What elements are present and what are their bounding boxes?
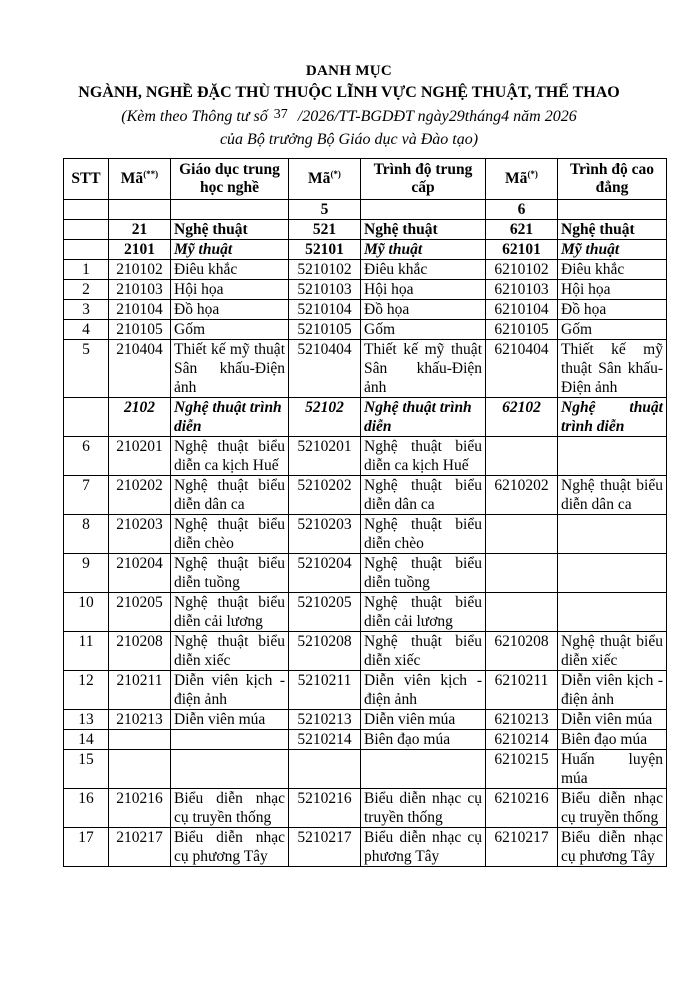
empty-cell	[171, 200, 289, 220]
col-header-code5	[289, 159, 361, 200]
row-code6	[486, 437, 558, 476]
row-code: 210208	[109, 632, 171, 671]
row-name: Diễn viên múa	[171, 710, 289, 730]
table-row	[64, 320, 667, 340]
row-name: Đồ họa	[171, 300, 289, 320]
row-name5: Hội họa	[361, 280, 486, 300]
col-header-vocational: Giáo dục trung học nghề	[171, 159, 289, 200]
row-stt: 9	[64, 554, 109, 593]
row-code6	[486, 554, 558, 593]
group-name5: Nghệ thuật trình diễn	[361, 398, 486, 437]
row-code5: 5210103	[289, 280, 361, 300]
row-code6: 6210102	[486, 260, 558, 280]
table-row	[64, 632, 667, 671]
field-code: 21	[109, 220, 171, 240]
row-name: Nghệ thuật biểu diễn tuồng	[171, 554, 289, 593]
row-code6: 6210214	[486, 730, 558, 750]
table-row	[64, 554, 667, 593]
row-name6: Hội họa	[558, 280, 667, 300]
row-name: Thiết kế mỹ thuật Sân khấu-Điện ảnh	[171, 340, 289, 398]
row-code: 210213	[109, 710, 171, 730]
col-header-code5-note: (*)	[330, 168, 341, 179]
group-name: Nghệ thuật trình diễn	[171, 398, 289, 437]
row-code5	[289, 750, 361, 789]
professions-table	[63, 158, 667, 867]
field-code5: 521	[289, 220, 361, 240]
row-code: 210102	[109, 260, 171, 280]
row-name5: Điêu khắc	[361, 260, 486, 280]
row-stt: 1	[64, 260, 109, 280]
row-code5: 5210214	[289, 730, 361, 750]
row-code6: 6210104	[486, 300, 558, 320]
row-code: 210216	[109, 789, 171, 828]
row-stt: 5	[64, 340, 109, 398]
row-name	[171, 730, 289, 750]
table-row	[64, 789, 667, 828]
row-name6: Biểu diễn nhạc cụ truyền thống	[558, 789, 667, 828]
row-name6: Huấn luyện múa	[558, 750, 667, 789]
group-name5: Mỹ thuật	[361, 240, 486, 260]
group-code5: 52101	[289, 240, 361, 260]
document-subtitle: NGÀNH, NGHỀ ĐẶC THÙ THUỘC LĨNH VỰC NGHỆ THUẬT, THỂ THAO	[78, 84, 620, 101]
row-code6: 6210211	[486, 671, 558, 710]
row-name	[171, 750, 289, 789]
row-name5: Diễn viên múa	[361, 710, 486, 730]
row-stt: 3	[64, 300, 109, 320]
row-name6: Thiết kế mỹ thuật Sân khấu-Điện ảnh	[558, 340, 667, 398]
row-code: 210211	[109, 671, 171, 710]
table-header-row	[64, 159, 667, 200]
empty-cell	[64, 200, 109, 220]
group-code5: 52102	[289, 398, 361, 437]
group-row	[64, 240, 667, 260]
table-row	[64, 260, 667, 280]
row-stt: 8	[64, 515, 109, 554]
row-stt: 10	[64, 593, 109, 632]
row-code: 210201	[109, 437, 171, 476]
row-code5: 5210216	[289, 789, 361, 828]
row-name6: Biên đạo múa	[558, 730, 667, 750]
row-name5: Nghệ thuật biểu diễn chèo	[361, 515, 486, 554]
row-name5: Diễn viên kịch - điện ảnh	[361, 671, 486, 710]
row-name5: Gốm	[361, 320, 486, 340]
col-header-code5-label: Mã	[308, 169, 331, 187]
document-title: DANH MỤC	[305, 63, 393, 79]
row-stt: 7	[64, 476, 109, 515]
level-code-row	[64, 200, 667, 220]
group-code6: 62102	[486, 398, 558, 437]
attachment-prefix: (Kèm theo Thông tư số	[121, 108, 268, 125]
row-code5: 5210102	[289, 260, 361, 280]
table-row	[64, 710, 667, 730]
col-header-stt: STT	[64, 159, 109, 200]
row-name: Điêu khắc	[171, 260, 289, 280]
table-row	[64, 730, 667, 750]
row-code6: 6210217	[486, 828, 558, 867]
row-name: Nghệ thuật biểu diễn cải lương	[171, 593, 289, 632]
row-name5: Nghệ thuật biểu diễn xiếc	[361, 632, 486, 671]
circular-number: 37	[273, 107, 288, 122]
table-row	[64, 828, 667, 867]
group-code6: 62101	[486, 240, 558, 260]
col-header-code6-note: (*)	[527, 168, 538, 179]
row-name6: Biểu diễn nhạc cụ phương Tây	[558, 828, 667, 867]
row-name6: Nghệ thuật biểu diễn xiếc	[558, 632, 667, 671]
empty-cell	[109, 200, 171, 220]
row-name6	[558, 437, 667, 476]
row-stt: 4	[64, 320, 109, 340]
row-name5: Biểu diễn nhạc cụ truyền thống	[361, 789, 486, 828]
row-name5: Biểu diễn nhạc cụ phương Tây	[361, 828, 486, 867]
row-name5: Thiết kế mỹ thuật Sân khấu-Điện ảnh	[361, 340, 486, 398]
row-code6: 6210208	[486, 632, 558, 671]
row-code5: 5210105	[289, 320, 361, 340]
row-code5: 5210202	[289, 476, 361, 515]
row-code5: 5210201	[289, 437, 361, 476]
row-name: Hội họa	[171, 280, 289, 300]
row-name: Biểu diễn nhạc cụ truyền thống	[171, 789, 289, 828]
row-code6: 6210213	[486, 710, 558, 730]
row-code5: 5210204	[289, 554, 361, 593]
table-row	[64, 300, 667, 320]
row-name: Nghệ thuật biểu diễn ca kịch Huế	[171, 437, 289, 476]
row-name5: Nghệ thuật biểu diễn cải lương	[361, 593, 486, 632]
row-code: 210202	[109, 476, 171, 515]
attachment-line	[0, 108, 698, 126]
row-code5: 5210211	[289, 671, 361, 710]
row-name6: Đồ họa	[558, 300, 667, 320]
row-code5: 5210217	[289, 828, 361, 867]
row-stt: 6	[64, 437, 109, 476]
row-name: Gốm	[171, 320, 289, 340]
row-code: 210104	[109, 300, 171, 320]
table-row	[64, 671, 667, 710]
row-code: 210203	[109, 515, 171, 554]
row-code: 210105	[109, 320, 171, 340]
empty-cell	[64, 220, 109, 240]
row-code5: 5210203	[289, 515, 361, 554]
col-header-code6-label: Mã	[505, 169, 528, 187]
row-stt: 11	[64, 632, 109, 671]
field-name: Nghệ thuật	[171, 220, 289, 240]
row-code5: 5210208	[289, 632, 361, 671]
row-name6: Diễn viên kịch - điện ảnh	[558, 671, 667, 710]
col-header-college: Trình độ cao đẳng	[558, 159, 667, 200]
row-stt: 12	[64, 671, 109, 710]
row-stt: 16	[64, 789, 109, 828]
row-name6: Diễn viên múa	[558, 710, 667, 730]
group-code: 2102	[109, 398, 171, 437]
col-header-code	[109, 159, 171, 200]
row-name5: Biên đạo múa	[361, 730, 486, 750]
field-name5: Nghệ thuật	[361, 220, 486, 240]
row-code: 210217	[109, 828, 171, 867]
row-code6	[486, 515, 558, 554]
empty-cell	[64, 398, 109, 437]
table-row	[64, 515, 667, 554]
col-header-intermediate: Trình độ trung cấp	[361, 159, 486, 200]
row-code6: 6210202	[486, 476, 558, 515]
table-row	[64, 750, 667, 789]
empty-cell	[64, 240, 109, 260]
row-code5: 5210104	[289, 300, 361, 320]
row-name: Nghệ thuật biểu diễn xiếc	[171, 632, 289, 671]
row-code: 210103	[109, 280, 171, 300]
row-code: 210205	[109, 593, 171, 632]
row-name6: Điêu khắc	[558, 260, 667, 280]
attachment-suffix: /2026/TT-BGDĐT ngày29tháng4 năm 2026	[297, 108, 577, 125]
row-name6	[558, 593, 667, 632]
issuer-line: của Bộ trưởng Bộ Giáo dục và Đào tạo)	[219, 131, 479, 148]
row-name: Diễn viên kịch - điện ảnh	[171, 671, 289, 710]
row-code: 210204	[109, 554, 171, 593]
row-code	[109, 730, 171, 750]
table-row	[64, 593, 667, 632]
row-stt: 15	[64, 750, 109, 789]
row-name5: Đồ họa	[361, 300, 486, 320]
table-row	[64, 280, 667, 300]
row-code: 210404	[109, 340, 171, 398]
field-name6: Nghệ thuật	[558, 220, 667, 240]
empty-cell	[558, 200, 667, 220]
row-name5	[361, 750, 486, 789]
group-name6: Nghệ thuật trình diễn	[558, 398, 667, 437]
table-row	[64, 437, 667, 476]
group-name: Mỹ thuật	[171, 240, 289, 260]
group-code: 2101	[109, 240, 171, 260]
field-code6: 621	[486, 220, 558, 240]
row-code5: 5210213	[289, 710, 361, 730]
row-name: Nghệ thuật biểu diễn dân ca	[171, 476, 289, 515]
table-row	[64, 476, 667, 515]
table-row	[64, 340, 667, 398]
row-code5: 5210404	[289, 340, 361, 398]
row-code6: 6210105	[486, 320, 558, 340]
row-code6	[486, 593, 558, 632]
row-name: Nghệ thuật biểu diễn chèo	[171, 515, 289, 554]
row-code	[109, 750, 171, 789]
row-stt: 14	[64, 730, 109, 750]
row-code6: 6210216	[486, 789, 558, 828]
col-header-code6	[486, 159, 558, 200]
row-code5: 5210205	[289, 593, 361, 632]
row-name5: Nghệ thuật biểu diễn tuồng	[361, 554, 486, 593]
field-row	[64, 220, 667, 240]
col-header-code-label: Mã	[120, 169, 144, 187]
group-row	[64, 398, 667, 437]
row-name6	[558, 554, 667, 593]
row-code6: 6210103	[486, 280, 558, 300]
level-code-intermediate: 5	[289, 200, 361, 220]
row-name: Biểu diễn nhạc cụ phương Tây	[171, 828, 289, 867]
row-name5: Nghệ thuật biểu diễn dân ca	[361, 476, 486, 515]
row-name6: Nghệ thuật biểu diễn dân ca	[558, 476, 667, 515]
row-name6	[558, 515, 667, 554]
row-stt: 13	[64, 710, 109, 730]
row-code6: 6210215	[486, 750, 558, 789]
row-stt: 17	[64, 828, 109, 867]
row-name5: Nghệ thuật biểu diễn ca kịch Huế	[361, 437, 486, 476]
row-code6: 6210404	[486, 340, 558, 398]
row-stt: 2	[64, 280, 109, 300]
empty-cell	[361, 200, 486, 220]
col-header-code-note: (**)	[143, 168, 159, 179]
level-code-college: 6	[486, 200, 558, 220]
row-name6: Gốm	[558, 320, 667, 340]
group-name6: Mỹ thuật	[558, 240, 667, 260]
